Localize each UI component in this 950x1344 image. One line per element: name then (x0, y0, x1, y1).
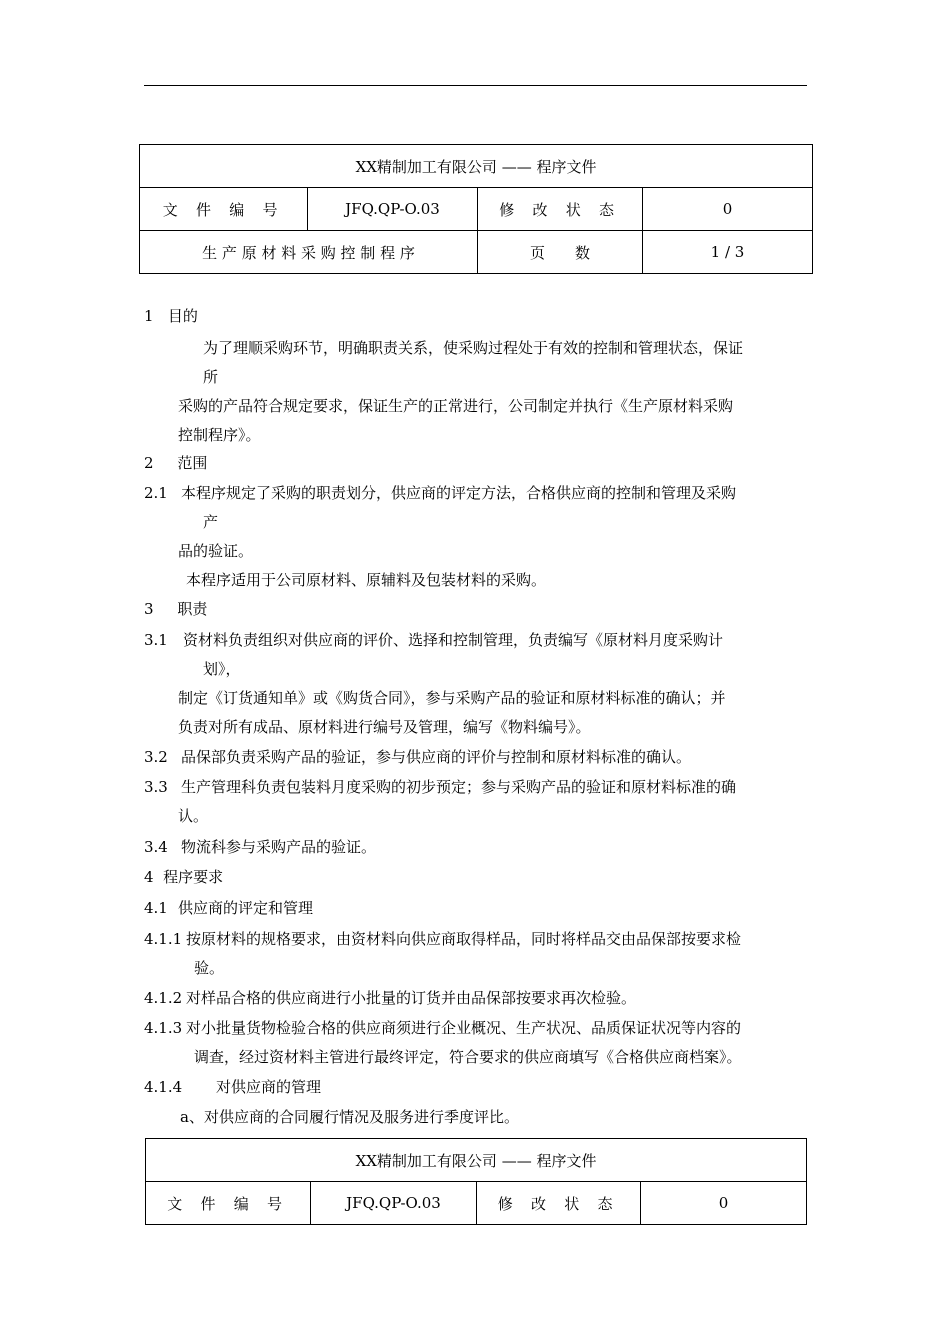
clause-line: 3.1 资材料负责组织对供应商的评价、选择和控制管理，负责编写《原材料月度采购计 (144, 631, 724, 649)
section-heading: 4 程序要求 (144, 868, 224, 886)
body-line: 产 (203, 513, 219, 531)
document-header-table-page2 (145, 1138, 807, 1225)
clause-line: 3.3 生产管理科负责包装料月度采购的初步预定；参与采购产品的验证和原材料标准的确 (144, 778, 737, 796)
header-rule (144, 85, 807, 86)
company-title: XX精制加工有限公司 —— 程序文件 (146, 1139, 807, 1182)
body-line: 控制程序》。 (178, 426, 261, 444)
section-heading: 3 职责 (144, 600, 208, 618)
clause-line: 4.1.1 按原材料的规格要求，由资材料向供应商取得样品，同时将样品交由品保部按要求检 (144, 930, 742, 948)
revision-label: 修 改 状 态 (478, 188, 643, 231)
body-line: 为了理顺采购环节，明确职责关系，使采购过程处于有效的控制和管理状态，保证 (203, 339, 744, 357)
body-line: 制定《订货通知单》或《购货合同》，参与采购产品的验证和原材料标准的确认；并 (178, 689, 726, 707)
section-heading: 2 范围 (144, 454, 208, 472)
clause-line: 2.1 本程序规定了采购的职责划分，供应商的评定方法，合格供应商的控制和管理及采购 (144, 484, 737, 502)
clause-line: 4.1 供应商的评定和管理 (144, 899, 314, 917)
body-line: 采购的产品符合规定要求，保证生产的正常进行，公司制定并执行《生产原材料采购 (178, 397, 734, 415)
section-heading: 1 目的 (144, 307, 198, 325)
clause-line: 4.1.2 对样品合格的供应商进行小批量的订货并由品保部按要求再次检验。 (144, 989, 637, 1007)
doc-no-label: 文 件 编 号 (140, 188, 308, 231)
doc-no-value: JFQ.QP-O.03 (308, 188, 478, 231)
company-title: XX精制加工有限公司 —— 程序文件 (140, 145, 813, 188)
document-header-table (139, 144, 813, 274)
body-line: 调查，经过资材料主管进行最终评定，符合要求的供应商填写《合格供应商档案》。 (194, 1048, 742, 1066)
clause-line: 4.1.3 对小批量货物检验合格的供应商须进行企业概况、生产状况、品质保证状况等内容的 (144, 1019, 742, 1037)
revision-value: 0 (643, 188, 813, 231)
procedure-name: 生 产 原 材 料 采 购 控 制 程 序 (140, 231, 478, 274)
doc-no-value: JFQ.QP-O.03 (311, 1182, 477, 1225)
body-line: 划》， (203, 660, 241, 678)
revision-label: 修 改 状 态 (477, 1182, 641, 1225)
body-line: 品的验证。 (178, 542, 254, 560)
body-line: a、对供应商的合同履行情况及服务进行季度评比。 (180, 1108, 519, 1126)
body-line: 认。 (178, 807, 209, 825)
revision-value: 0 (641, 1182, 807, 1225)
body-line: 负责对所有成品、原材料进行编号及管理，编写《物料编号》。 (178, 718, 591, 736)
body-line: 所 (203, 368, 219, 386)
page-label: 页 数 (478, 231, 643, 274)
clause-line: 3.4 物流科参与采购产品的验证。 (144, 838, 377, 856)
page-value: 1 / 3 (643, 231, 813, 274)
clause-line: 4.1.4 对供应商的管理 (144, 1078, 322, 1096)
body-line: 验。 (194, 959, 225, 977)
doc-no-label: 文 件 编 号 (146, 1182, 311, 1225)
clause-line: 3.2 品保部负责采购产品的验证，参与供应商的评价与控制和原材料标准的确认。 (144, 748, 692, 766)
body-line: 本程序适用于公司原材料、原辅料及包装材料的采购。 (186, 571, 547, 589)
